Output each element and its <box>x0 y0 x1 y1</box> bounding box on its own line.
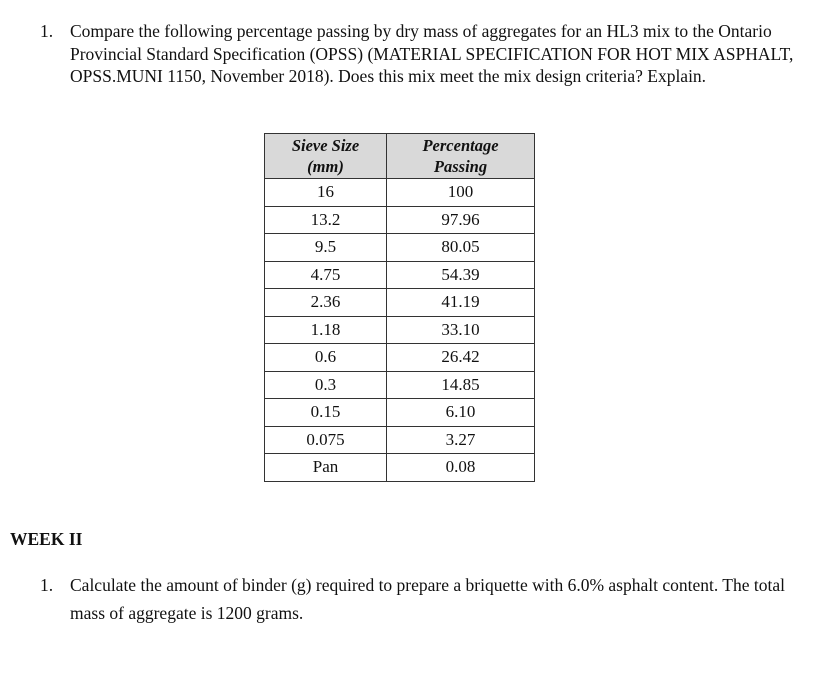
sieve-size-cell: 13.2 <box>265 206 387 234</box>
sieve-size-cell: 0.6 <box>265 344 387 372</box>
table-row <box>265 426 535 454</box>
header-percentage-passing <box>387 134 535 179</box>
sieve-size-cell: 9.5 <box>265 234 387 262</box>
table-header-row <box>265 134 535 179</box>
question-1-number: 1. <box>40 21 54 41</box>
table-row <box>265 454 535 482</box>
percentage-passing-cell: 0.08 <box>387 454 535 482</box>
table-row <box>265 371 535 399</box>
percentage-passing-cell: 41.19 <box>387 289 535 317</box>
table-row <box>265 261 535 289</box>
header-sieve-size-line1: Sieve Size <box>291 136 360 155</box>
percentage-passing-cell: 33.10 <box>387 316 535 344</box>
table-row <box>265 344 535 372</box>
percentage-passing-cell: 6.10 <box>387 399 535 427</box>
percentage-passing-cell: 14.85 <box>387 371 535 399</box>
sieve-size-cell: 2.36 <box>265 289 387 317</box>
sieve-size-cell: 0.075 <box>265 426 387 454</box>
header-percentage-passing-line1: Percentage <box>422 136 499 155</box>
table-row <box>265 316 535 344</box>
sieve-size-cell: 0.15 <box>265 399 387 427</box>
sieve-size-cell: 0.3 <box>265 371 387 399</box>
table-row <box>265 206 535 234</box>
table-row <box>265 179 535 207</box>
sieve-analysis-table <box>264 133 535 482</box>
percentage-passing-cell: 26.42 <box>387 344 535 372</box>
week2-question-1-text: Calculate the amount of binder (g) required to prepare a briquette with 6.0% asphalt content. The total mass of aggregate is 1200 grams. <box>70 575 785 623</box>
percentage-passing-cell: 97.96 <box>387 206 535 234</box>
percentage-passing-cell: 100 <box>387 179 535 207</box>
sieve-size-cell: 4.75 <box>265 261 387 289</box>
week2-question-1-number: 1. <box>40 575 54 595</box>
percentage-passing-cell: 3.27 <box>387 426 535 454</box>
sieve-size-cell: 16 <box>265 179 387 207</box>
header-percentage-passing-line2: Passing <box>433 157 488 176</box>
table-row <box>265 289 535 317</box>
header-sieve-size-line2: (mm) <box>307 157 344 176</box>
table-row <box>265 234 535 262</box>
header-sieve-size <box>265 134 387 179</box>
question-1-text: Compare the following percentage passing by dry mass of aggregates for an HL3 mix to the Ontario Provincial Standard Specification (OPSS) (MATERIAL SPECIFICATION FOR HOT MIX ASPHALT, OPSS.MUNI 1150, November 2018). Does this mix meet the mix design criteria? Explain. <box>70 21 794 86</box>
percentage-passing-cell: 54.39 <box>387 261 535 289</box>
table-row <box>265 399 535 427</box>
percentage-passing-cell: 80.05 <box>387 234 535 262</box>
sieve-size-cell: 1.18 <box>265 316 387 344</box>
week-heading: WEEK II <box>10 529 83 549</box>
sieve-size-cell: Pan <box>265 454 387 482</box>
